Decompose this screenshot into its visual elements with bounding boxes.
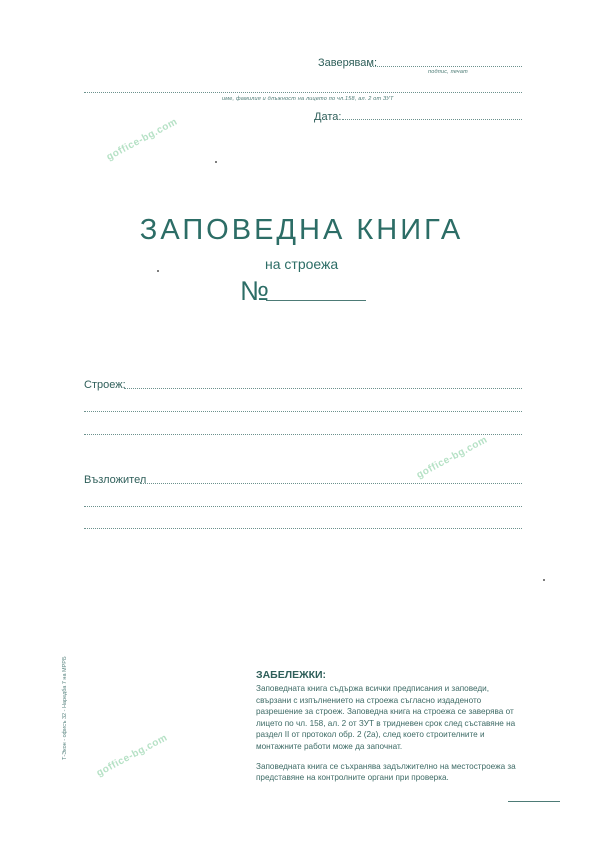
watermark-middle: goffice-bg.com: [414, 434, 490, 481]
construction-label: Строеж:: [84, 379, 126, 391]
name-position-caption: име, фамилия и длъжност на лицето по чл.158, ал. 2 от ЗУТ: [222, 96, 394, 102]
date-line: [342, 119, 522, 120]
book-subtitle: на строежа: [265, 256, 339, 272]
watermark-bottom: goffice-bg.com: [94, 732, 170, 779]
number-line: [266, 300, 366, 301]
notes-body: [256, 683, 526, 792]
assignor-line-2: [84, 506, 522, 507]
watermark-top: goffice-bg.com: [104, 116, 180, 163]
bottom-rule: [508, 801, 560, 802]
assignor-line-1: [140, 483, 522, 484]
number-sign: №: [240, 276, 269, 306]
date-label: Дата:: [314, 111, 342, 123]
notes-paragraph-1: Заповедната книга съдържа всички предписания и заповеди, свързани с изпълнението на строежа съгласно издаденото разрешение за строеж. Заповедна книга на строежа се заверява от лицето по чл. 158, ал. 2 от ЗУТ в тридневен срок след съставяне на раздел II от протокол обр. 2 (2а), след което строителните и монтажните работи може да започнат.: [256, 684, 516, 751]
assignor-label: Възложител: [84, 474, 147, 486]
assignor-line-3: [84, 528, 522, 529]
name-position-line: [84, 92, 522, 93]
construction-line-1: [124, 388, 522, 389]
approve-signature-line: [370, 66, 522, 67]
scan-speck: [157, 270, 159, 272]
signature-caption: подпис, печат: [428, 69, 468, 75]
side-print-info: Т-Экон - офисъ 32 - Наредба 7 на МРРБ: [62, 656, 68, 760]
approve-label: Заверявам:: [318, 57, 378, 69]
construction-line-2: [84, 411, 522, 412]
book-title: ЗАПОВЕДНА КНИГА: [139, 214, 464, 246]
notes-paragraph-2: Заповедната книга се съхранява задължително на местостроежа за представяне на контролните органи при проверка.: [256, 761, 516, 783]
scan-speck: [215, 161, 217, 163]
construction-line-3: [84, 434, 522, 435]
scan-speck: [543, 579, 545, 581]
notes-title: ЗАБЕЛЕЖКИ:: [256, 669, 327, 681]
